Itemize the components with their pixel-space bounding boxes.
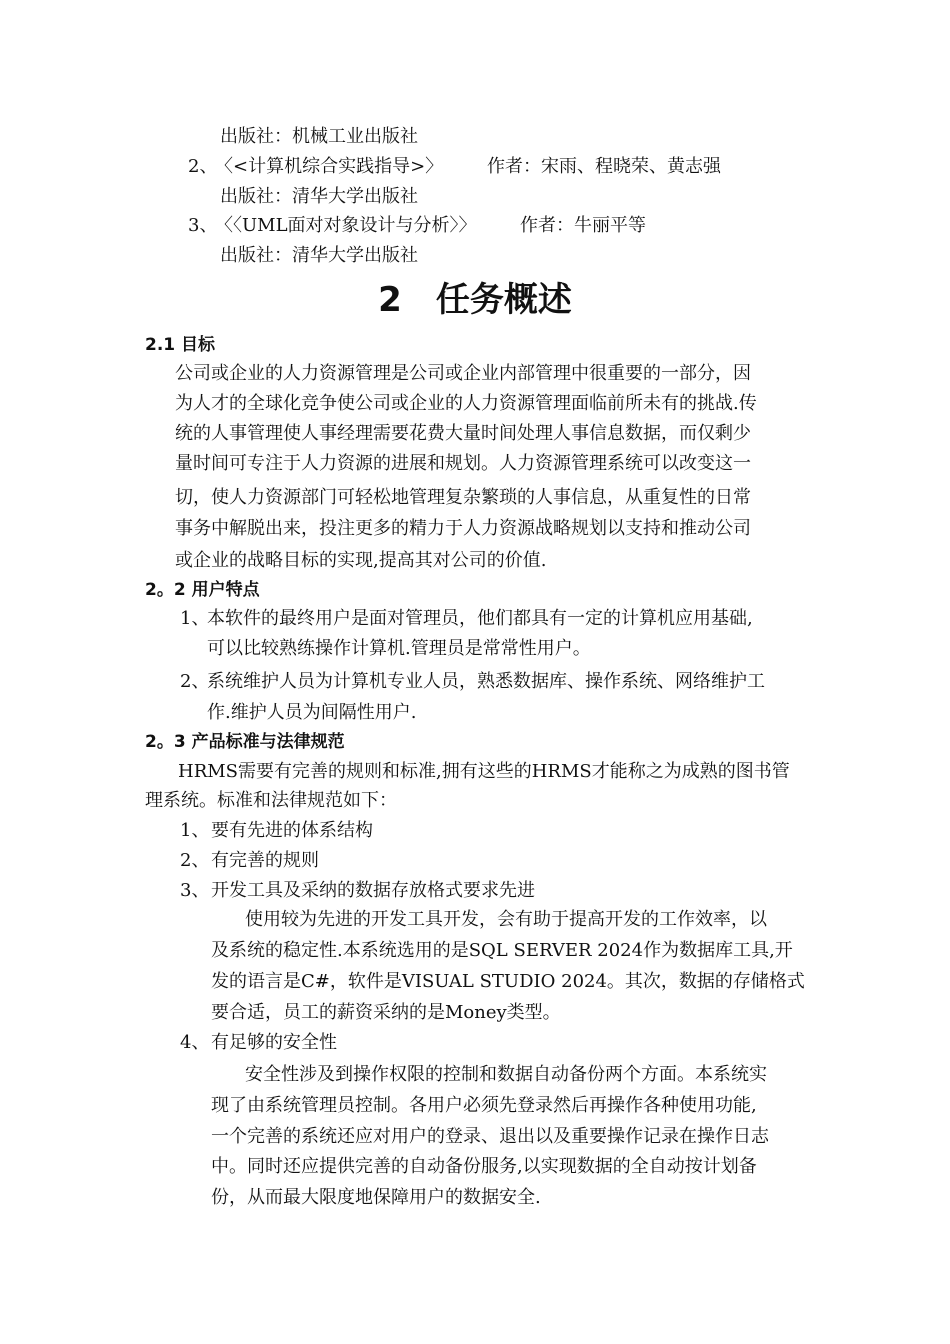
standard-3-detail-line: 及系统的稳定性.本系统选用的是SQL SERVER 2024作为数据库工具,开 xyxy=(211,940,793,961)
standard-2-text: 有完善的规则 xyxy=(211,850,319,871)
standard-4-detail-line: 现了由系统管理员控制。各用户必须先登录然后再操作各种使用功能, xyxy=(211,1095,757,1116)
goal-paragraph-line: 事务中解脱出来，投注更多的精力于人力资源战略规划以支持和推动公司 xyxy=(175,518,751,539)
standard-4-detail-line: 中。同时还应提供完善的自动备份服务,以实现数据的全自动按计划备 xyxy=(211,1156,757,1177)
user-trait-1-line: 本软件的最终用户是面对管理员，他们都具有一定的计算机应用基础, xyxy=(207,608,753,629)
goal-paragraph-line: 统的人事管理使人事经理需要花费大量时间处理人事信息数据，而仅剩少 xyxy=(175,423,751,444)
user-trait-1-line: 可以比较熟练操作计算机.管理员是常常性用户。 xyxy=(207,638,591,659)
reference-2-number: 2、 xyxy=(188,156,218,177)
goal-paragraph-line: 公司或企业的人力资源管理是公司或企业内部管理中很重要的一部分，因 xyxy=(175,363,751,384)
section-2-2-heading: 2。2 用户特点 xyxy=(145,580,260,600)
standards-intro-line: HRMS需要有完善的规则和标准,拥有这些的HRMS才能称之为成熟的图书管 xyxy=(178,761,790,782)
reference-3-title: 〈〈UML面对对象设计与分析〉〉 xyxy=(215,215,477,236)
reference-2-publisher: 出版社：清华大学出版社 xyxy=(220,186,418,207)
standard-3-detail-line: 发的语言是C#，软件是VISUAL STUDIO 2024。其次，数据的存储格式 xyxy=(211,971,805,992)
reference-3-author: 作者：牛丽平等 xyxy=(520,215,646,236)
standard-3-detail-line: 使用较为先进的开发工具开发，会有助于提高开发的工作效率，以 xyxy=(245,909,767,930)
goal-paragraph-line: 为人才的全球化竞争使公司或企业的人力资源管理面临前所未有的挑战.传 xyxy=(175,393,757,414)
section-2-3-heading: 2。3 产品标准与法律规范 xyxy=(145,732,345,752)
standard-3-text: 开发工具及采纳的数据存放格式要求先进 xyxy=(211,880,535,901)
chapter-title: 2 任务概述 xyxy=(378,280,572,320)
reference-3-publisher: 出版社：清华大学出版社 xyxy=(220,245,418,266)
standard-3-number: 3、 xyxy=(180,880,210,901)
goal-paragraph-line: 或企业的战略目标的实现,提高其对公司的价值. xyxy=(175,550,547,571)
standard-4-detail-line: 安全性涉及到操作权限的控制和数据自动备份两个方面。本系统实 xyxy=(245,1064,767,1085)
user-trait-2-line: 系统维护人员为计算机专业人员，熟悉数据库、操作系统、网络维护工 xyxy=(207,671,765,692)
standard-4-text: 有足够的安全性 xyxy=(211,1032,337,1053)
reference-3-number: 3、 xyxy=(188,215,218,236)
standard-2-number: 2、 xyxy=(180,850,210,871)
reference-2-author: 作者：宋雨、程晓荣、黄志强 xyxy=(487,156,721,177)
user-trait-1-number: 1、 xyxy=(180,608,210,629)
standards-intro-line: 理系统。标准和法律规范如下： xyxy=(145,790,397,811)
reference-2-title: 〈<计算机综合实践指导>〉 xyxy=(215,156,444,177)
user-trait-2-number: 2、 xyxy=(180,671,210,692)
standard-4-detail-line: 一个完善的系统还应对用户的登录、退出以及重要操作记录在操作日志 xyxy=(211,1126,769,1147)
standard-3-detail-line: 要合适，员工的薪资采纳的是Money类型。 xyxy=(211,1002,561,1023)
standard-1-number: 1、 xyxy=(180,820,210,841)
reference-1-publisher: 出版社：机械工业出版社 xyxy=(220,126,418,147)
goal-paragraph-line: 切，使人力资源部门可轻松地管理复杂繁琐的人事信息，从重复性的日常 xyxy=(175,487,751,508)
standard-4-detail-line: 份，从而最大限度地保障用户的数据安全. xyxy=(211,1187,541,1208)
goal-paragraph-line: 量时间可专注于人力资源的进展和规划。人力资源管理系统可以改变这一 xyxy=(175,453,751,474)
standard-4-number: 4、 xyxy=(180,1032,210,1053)
standard-1-text: 要有先进的体系结构 xyxy=(211,820,373,841)
section-2-1-heading: 2.1 目标 xyxy=(145,335,216,355)
user-trait-2-line: 作.维护人员为间隔性用户. xyxy=(207,702,417,723)
